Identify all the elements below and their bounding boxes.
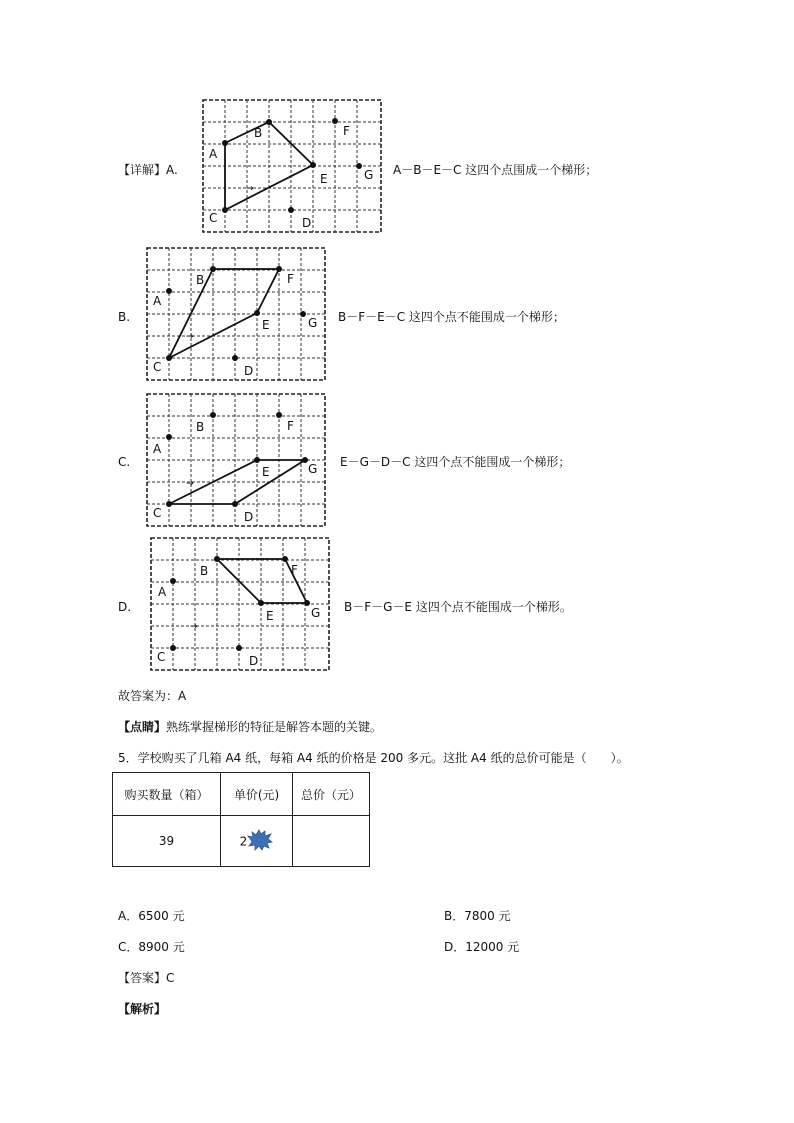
option-a-text: A－B－E－C 这四个点围成一个梯形；	[393, 163, 598, 177]
point-label-b: B	[196, 420, 205, 434]
point-label-b: B	[254, 126, 263, 140]
point-label-g: G	[311, 606, 321, 620]
point-label-b: B	[200, 564, 209, 578]
header-total: 总价（元）	[293, 773, 370, 816]
table-header-row	[113, 773, 370, 816]
header-quantity: 购买数量（箱）	[113, 773, 221, 816]
option-b-text: B－F－E－C 这四个点不能围成一个梯形；	[338, 310, 565, 324]
point-label-c: C	[153, 360, 162, 374]
choice-a: A．6500 元	[118, 909, 185, 923]
point-label-a: A	[153, 442, 162, 456]
point-label-f: F	[291, 563, 298, 577]
point-label-f: F	[343, 124, 350, 138]
unit-price-visible-digit: 2	[239, 834, 248, 848]
choice-b: B．7800 元	[444, 909, 511, 923]
point-label-g: G	[308, 462, 318, 476]
option-d-letter: D.	[118, 600, 132, 614]
svg-text:→: →	[246, 184, 254, 194]
question5-stem: 5．学校购买了几箱 A4 纸，每箱 A4 纸的价格是 200 多元。这批 A4 纸的总价可能是（ ）。	[118, 751, 629, 765]
analysis-label: 【解析】	[118, 1002, 167, 1016]
choice-c: C．8900 元	[118, 940, 185, 954]
option-c-letter: C.	[118, 455, 131, 469]
choice-d: D．12000 元	[444, 940, 520, 954]
point-label-a: A	[209, 147, 218, 161]
svg-text:→: →	[186, 332, 194, 342]
option-b-letter: B.	[118, 310, 131, 324]
figure-d-grid	[150, 537, 330, 671]
detail-label	[118, 162, 178, 178]
point-label-e: E	[262, 318, 270, 332]
table-row	[113, 816, 370, 867]
option-a-letter: A.	[166, 163, 178, 177]
point-label-d: D	[244, 364, 254, 378]
point-label-d: D	[244, 510, 254, 524]
answer-label: 【答案】C	[118, 971, 175, 985]
question5-table	[112, 772, 370, 867]
tip-text: 熟练掌握梯形的特征是解答本题的关键。	[166, 720, 383, 734]
detail-bracket-label: 【详解】	[118, 163, 167, 177]
point-label-g: G	[364, 168, 374, 182]
svg-text:→: →	[186, 479, 194, 489]
point-label-f: F	[287, 272, 294, 286]
point-label-g: G	[308, 316, 318, 330]
point-label-d: D	[249, 654, 259, 668]
figure-c-grid	[146, 393, 326, 527]
cell-total	[293, 816, 370, 867]
point-label-e: E	[320, 172, 328, 186]
cell-quantity: 39	[113, 816, 221, 867]
ink-blot-icon	[247, 829, 273, 854]
point-label-c: C	[209, 211, 218, 225]
svg-text:→: →	[190, 622, 198, 632]
point-label-d: D	[302, 216, 312, 230]
tip-line	[118, 719, 382, 735]
point-label-c: C	[153, 506, 162, 520]
option-c-text: E－G－D－C 这四个点不能围成一个梯形；	[340, 455, 571, 469]
point-label-a: A	[153, 294, 162, 308]
point-label-f: F	[287, 419, 294, 433]
figure-b-grid	[146, 247, 326, 381]
cell-unit-price	[221, 816, 293, 867]
point-label-b: B	[196, 273, 205, 287]
point-label-c: C	[157, 650, 166, 664]
header-unit-price: 单价(元)	[221, 773, 293, 816]
figure-a-grid	[202, 99, 382, 233]
point-label-a: A	[158, 585, 167, 599]
answer-line: 故答案为：A	[118, 689, 187, 703]
point-label-e: E	[262, 465, 270, 479]
point-label-e: E	[266, 609, 274, 623]
tip-label: 【点睛】	[118, 720, 167, 734]
option-d-text: B－F－G－E 这四个点不能围成一个梯形。	[344, 600, 572, 614]
